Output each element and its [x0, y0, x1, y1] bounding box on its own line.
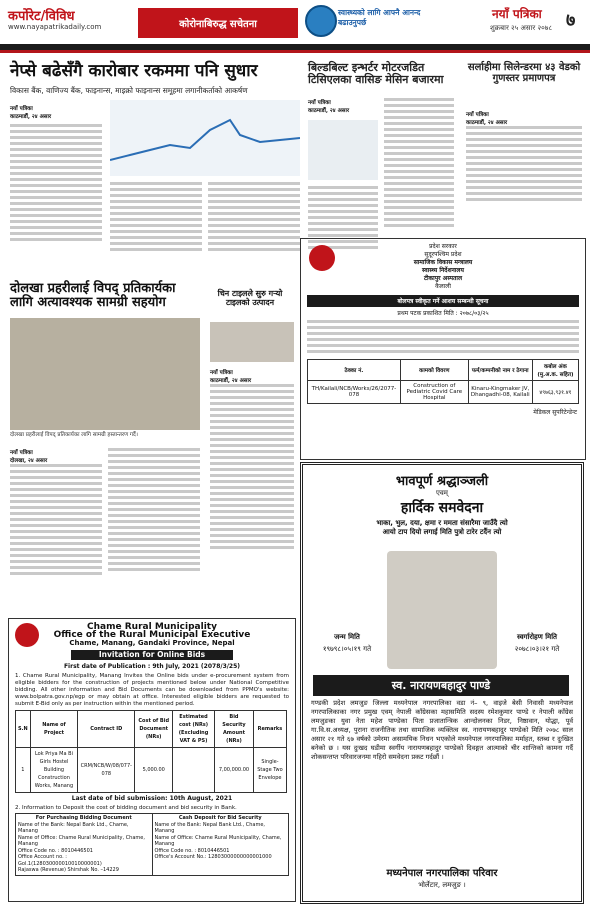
hospital-notice-title: बोलपत्र स्वीकृत गर्ने आशय सम्बन्धी सूचना: [307, 295, 579, 307]
cell-contract-no: TH/Kailali/NCB/Works/26/2077-078: [308, 381, 401, 404]
story4-body-col1: [10, 464, 102, 614]
bid-note2: 2. Information to Deposit the cost of bidding document and bid security in Bank.: [15, 805, 237, 811]
story1-body-col3: [208, 182, 300, 274]
cell-security: 7,00,000.00: [215, 748, 254, 793]
th-work-desc: कामको विवरण: [400, 360, 468, 381]
cell-remarks: Single-Stage Two Envelope: [253, 748, 286, 793]
hospital-notice-date: प्रथम पटक प्रकाशित मिति : २०७८/०३/२५: [397, 310, 489, 317]
cell-firm: Kinaru-Kingmaker JV, Dhangadhi-08, Kailali: [468, 381, 532, 404]
section-label: कर्पोरेट/विविध: [8, 9, 75, 24]
bank-left-line: Name of the Bank: Nepal Bank Ltd., Chame, Manang: [18, 821, 129, 834]
story2-headline: बिल्डबिल्ट इन्भर्टर मोटरजडित टिसिएलका वासिङ मेसिन बजारमा: [308, 61, 444, 87]
hospital-name: टीकापुर अस्पताल: [423, 275, 463, 282]
publication-name: नयाँ पत्रिका: [492, 7, 542, 21]
covid-banner: कोरोनाबिरुद्ध सचेतना: [138, 8, 298, 38]
story1-headline: नेप्से बढेसँगै कारोबार रकममा पनि सुधार: [10, 61, 258, 81]
bank-info-right: [153, 814, 289, 875]
th-firm: फर्म/कम्पनीको नाम र ठेगाना: [468, 360, 532, 381]
obituary-heading: भावपूर्ण श्रद्धाञ्जली: [395, 474, 489, 489]
deceased-name: स्व. नारायणबहादुर पाण्डे: [313, 675, 569, 696]
campaign-slogan: स्वास्थ्यको लागि आफ्नै आनन्द बढाउनुपर्छ: [338, 8, 421, 27]
th-cost-doc: Cost of Bid Document (NRs): [135, 711, 173, 748]
bank-info: [15, 813, 289, 876]
story1-body-col1: [10, 124, 102, 274]
nepse-line-graph: [110, 100, 300, 176]
tile-factory-photo: [210, 322, 294, 362]
bank-info-left: [16, 814, 153, 875]
hospital-notice-signatory: मेडिकल सुपरिटेन्डेन्ट: [533, 409, 577, 416]
story2-byline: नयाँ पत्रिका काठमाडौं, २४ असार: [308, 100, 350, 114]
obituary-from: मध्यनेपाल नगरपालिका परिवार: [386, 868, 498, 879]
bid-title3: Chame, Manang, Gandaki Province, Nepal: [69, 639, 235, 647]
hospital-notice-table: [307, 359, 579, 404]
bank-left-head: For Purchasing Bidding Document: [35, 815, 132, 821]
dolakha-police-photo: [10, 318, 200, 430]
story1-byline: नयाँ पत्रिका काठमाडौं, २४ असार: [10, 106, 52, 120]
bid-last-date: Last date of bid submission: 10th August, 2021: [71, 795, 233, 802]
nepal-emblem-icon: [15, 623, 39, 647]
issue-date: शुक्रबार २५ असार २०७८: [490, 24, 553, 32]
th-amount: कबोल अंक (मु.अ.क. सहित): [532, 360, 578, 381]
bank-right-head: Cash Deposit for Bid Security: [178, 815, 262, 821]
birth-label: जन्म मिति: [334, 633, 360, 641]
th-security: Bid Security Amount (NRs): [215, 711, 254, 748]
bid-pub-date: First date of Publication : 9th July, 2021 (2078/3/25): [63, 663, 241, 670]
bid-body: 1. Chame Rural Municipality, Manang Invites the Online bids under e-procurement system from eligible bidders for the construction of projects mentioned below under National Competitive bidding. All other information and Bid Documents can be downloaded from PPMO's website: www.bolpatra.gov.np/egp or may obtain at office. Interested eligible bidders are requested to submit E-Bid only as per instruction within the mentioned period.: [15, 673, 289, 707]
story3-headline: सर्लाहीमा सिलेन्डरमा ४३ वेडको गुणस्तर प्रमाणपत्र: [467, 62, 581, 84]
cell-estimate: [173, 748, 215, 793]
masthead-rule: [0, 44, 590, 50]
gov-line1: प्रदेश सरकार: [429, 243, 457, 250]
cell-project: Lok Priya Ma Bi Girls Hostel Building Construction Works, Manang: [30, 748, 78, 793]
hospital-city: कैलाली: [435, 283, 451, 290]
bank-left-line: Name of Office: Chame Rural Municipality, Chame, Manang: [18, 834, 145, 847]
bank-right-line: Office's Account No.: 12803000000000001000: [154, 854, 272, 860]
obituary-evam: एवम्: [436, 489, 448, 497]
bid-notice: [8, 618, 296, 902]
obituary-notice: [300, 462, 584, 904]
bid-title1: Chame Rural Municipality: [87, 622, 217, 632]
campaign-logo-icon: [305, 5, 337, 37]
bid-banner: Invitation for Online Bids: [71, 650, 233, 660]
directorate-name: स्वास्थ्य निर्देशनालय: [422, 267, 464, 274]
cell-work-desc: Construction of Pediatric Covid Care Hospital: [400, 381, 468, 404]
bank-right-line: Name of Office: Chame Rural Municipality, Chame, Manang: [154, 834, 282, 847]
th-sn: S.N: [16, 711, 31, 748]
ministry-name: सामाजिक विकास मन्त्रालय: [413, 259, 473, 266]
death-date: २०७८।०३।२१ गते: [514, 645, 560, 653]
story5-body: [210, 384, 294, 614]
washing-machine-photo: [308, 120, 378, 180]
hospital-notice: [300, 238, 586, 460]
story4-headline: दोलखा प्रहरीलाई विपद् प्रतिकार्यका लागि अत्यावश्यक सामग्री सहयोग: [10, 281, 176, 311]
bank-left-line: Office Code no. : 8010446501: [18, 847, 93, 854]
story1-body-col2: [110, 182, 202, 274]
bank-right-line: Name of the Bank: Nepal Bank Ltd., Chame, Manang: [154, 821, 266, 834]
table-row: [16, 748, 287, 793]
story1-subhead: विकास बैंक, वाणिज्य बैंक, फाइनान्स, माइक्रो फाइनान्स समूहमा लगानीकर्ताको आकर्षण: [10, 86, 248, 95]
bank-right-line: Office Code no. : 8010446501: [154, 847, 230, 854]
deceased-portrait-photo: [387, 551, 497, 669]
nepal-emblem-icon: [309, 245, 335, 271]
nepse-chart-image: [110, 100, 300, 176]
story4-byline: नयाँ पत्रिका दोलखा, २४ असार: [10, 450, 48, 464]
story4-photo-caption: दोलखा प्रहरीलाई विपद् प्रतिकार्यका लागि सामग्री हस्तान्तरण गर्दै।: [10, 432, 138, 438]
story5-byline: नयाँ पत्रिका काठमाडौं, २४ असार: [210, 370, 252, 384]
story3-body: [466, 126, 582, 232]
th-estimate: Estimated cost (NRs) (Excluding VAT & PS): [173, 711, 215, 748]
cell-amount: ४९७६३,९३१.४१: [532, 381, 578, 404]
gov-line2: सुदूरपश्चिम प्रदेश: [424, 251, 462, 258]
th-remarks: Remarks: [253, 711, 286, 748]
cell-contract-id: CRM/NCB/W/08/077-078: [78, 748, 135, 793]
obituary-body: गण्डकी प्रदेश लमजुङ जिल्ला मध्यनेपाल नगरपालिका वडा नं– ९, वाइजे बेसी निवासी मध्यनेपाल नगरपालिकाका नगर प्रमुख एवम् नेपाली काँग्रेसका महासमिति सदस्य रमेशकुमार पाण्डे र नेपाली काँग्रेस लमजुङका युवा नेता महेश पाण्डेका पिता प्रजातान्त्रिक आन्दोलनका निडर, निष्ठावान, योद्धा, पूर्व गा.वि.स.अध्यक्ष, पुराना राजनीतिक तथा सामाजिक व्यक्तित्व स्व. नारायणबहादुर पाण्डेको मिति २०७८ साल असार २१ गते ६७ वर्षको उमेरमा असामयिक निधन भएकोले मध्यनेपाल नगरपालिका मर्माहत, स्तब्ध र दुःखित बनेको छ । यस दुःखद घडीमा स्वर्गीय नारायणबहादुर पाण्डेको दिवङ्गत आत्माको चीर शान्तिको कामना गर्दै शोकसन्तप्त परिवारजनमा गहिरो समवेदना प्रकट गर्दछौं ।: [311, 699, 573, 761]
th-project: Name of Project: [30, 711, 78, 748]
page-number: ७: [566, 10, 576, 31]
bank-left-line: Office Account no. : Gol.1(128030000010010000001): [18, 854, 102, 867]
obituary-place: भोर्लेटार, लमजुङ ।: [418, 881, 466, 889]
obituary-verse: भाका, भुल, दया, क्षमा र ममता संसारैमा जाउँदै त्यो आयो टाप दियो लगाई मिति पुत्रो टारेर टर्दैन त्यो: [376, 519, 508, 536]
table-row: [308, 381, 579, 404]
bid-table: [15, 710, 287, 793]
cell-cost-doc: 5,000.00: [135, 748, 173, 793]
th-contract-no: ठेक्का नं.: [308, 360, 401, 381]
obituary-condolence: हार्दिक समवेदना: [400, 500, 484, 516]
story3-byline: नयाँ पत्रिका काठमाडौं, २४ असार: [466, 112, 508, 126]
bank-left-line: Rajaswa (Revenue) Shirshak No. –14229: [18, 867, 119, 873]
birth-date: १९७९८।०५।१९ गते: [322, 645, 372, 653]
cell-sn: 1: [16, 748, 31, 793]
story4-body-col2: [108, 448, 200, 614]
hospital-notice-body: [307, 320, 579, 356]
site-url[interactable]: www.nayapatrikadaily.com: [8, 23, 102, 31]
bid-title2: Office of the Rural Municipal Executive: [53, 630, 251, 640]
story5-headline: चिन टाइलले सुरु गऱ्यो टाइलको उत्पादन: [217, 289, 283, 307]
th-contract-id: Contract ID: [78, 711, 135, 748]
death-label: स्वर्गारोहण मिति: [516, 633, 558, 641]
